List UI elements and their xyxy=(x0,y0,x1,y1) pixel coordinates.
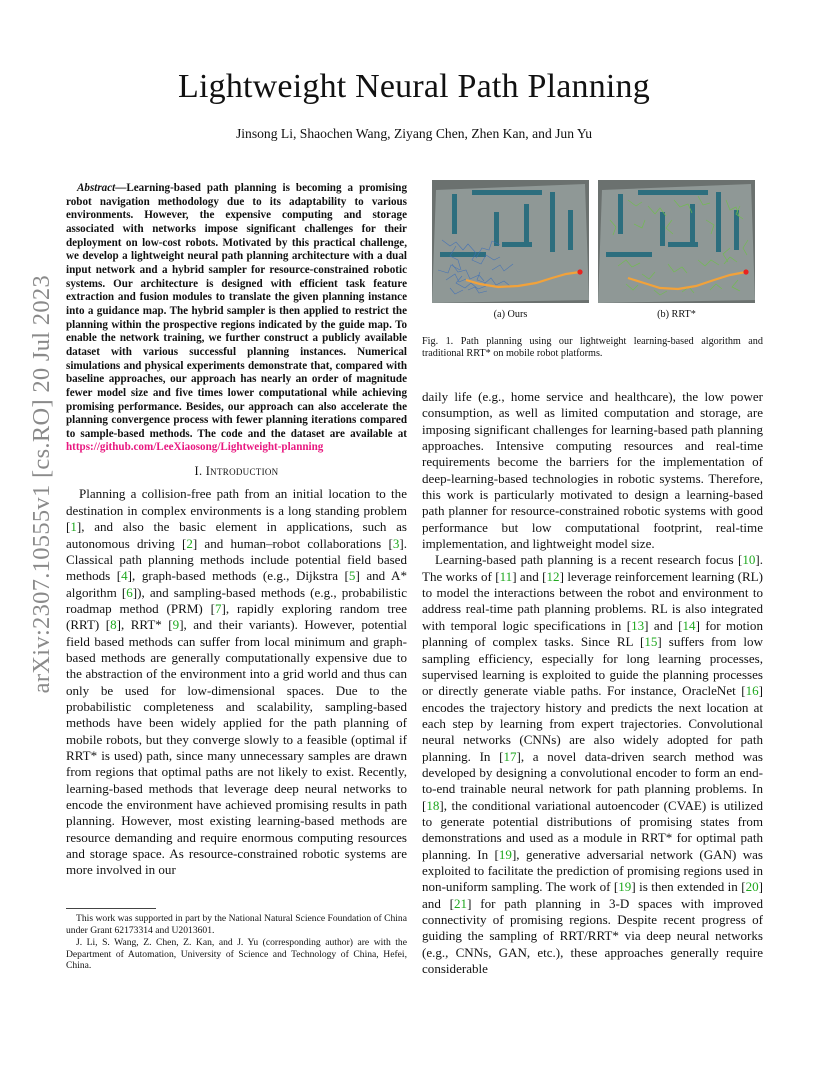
subfigure-caption-rrt: (b) RRT* xyxy=(657,309,696,320)
figure-caption: Fig. 1. Path planning using our lightweight learning-based algorithm and traditional RRT* on mobile robot platforms. xyxy=(422,336,763,360)
citation-link[interactable]: 19 xyxy=(498,846,512,862)
maze-wall xyxy=(660,212,665,246)
paper-title: Lightweight Neural Path Planning xyxy=(178,68,650,105)
citation-link[interactable]: 20 xyxy=(745,879,759,895)
arxiv-identifier: arXiv:2307.10555v1 [cs.RO] 20 Jul 2023 xyxy=(28,274,55,694)
footnotes xyxy=(66,908,407,973)
citation-link[interactable]: 13 xyxy=(631,617,645,633)
right-column xyxy=(422,389,763,977)
citation-link[interactable]: 17 xyxy=(503,748,517,764)
subfigure-ours xyxy=(432,180,589,320)
text-run: ], and their variants). However, potential field based methods can suffer from local minimum and graph-based methods are generally computationally expensive due to the abstraction of the environment into a grid world and thus can only be used for low-dimensional spaces. Due to the probabilistic completeness and scalability, sampling-based methods have been widely applied for the path planning of mobile robots, but they converge slowly to a feasible (optimal if RRT* is used) path, since many unnecessary samples are drawn from regions that optimal paths are not likely to exist. Recently, learning-based methods that leverage deep neural networks to encode the environment have achieved promising results in path planning. However, most existing learning-based methods are resource demanding and require enormous computing resources and storage space. As resource-constrained robotic systems are more involved in our xyxy=(66,617,408,878)
intro-paragraph-3 xyxy=(422,552,763,977)
citation-link[interactable]: 12 xyxy=(546,568,560,584)
text-run: ] is then extended in [ xyxy=(631,879,746,895)
citation-link[interactable]: 19 xyxy=(618,879,632,895)
figure-1 xyxy=(422,180,763,360)
abstract xyxy=(66,182,407,455)
maze-wall xyxy=(472,190,542,195)
code-link[interactable]: https://github.com/LeeXiaosong/Lightweight-planning xyxy=(66,441,324,454)
text-run: Planning a collision-free path from an initial location to the destination in complex environments is a long standing problem [ xyxy=(66,486,407,535)
citation-link[interactable]: 18 xyxy=(426,797,440,813)
citation-link[interactable]: 3 xyxy=(392,535,400,551)
text-run: ], and also the basic element in applications, such as autonomous driving [ xyxy=(66,519,407,551)
maze-wall xyxy=(502,242,532,247)
left-column xyxy=(66,182,407,879)
text-run: ]. Classical path planning methods include potential field based methods [ xyxy=(66,535,407,584)
scene-ours-image xyxy=(432,180,589,303)
maze-wall xyxy=(716,192,721,252)
subfigure-caption-ours: (a) Ours xyxy=(493,309,528,320)
text-run: daily life (e.g., home service and healthcare), the low power consumption, as well as limited computation and storage, are imposing significant challenges for learning-based path planning approaches. Intensive computing resources and real-time requirements become the barriers for the implementation of deep-learning-based technologies in robotic systems. Therefore, this work is particularly motivated to design a learning-based path planner for resource-constrained robotic systems with good performance but low computational footprint, real-time implementation, and lightweight model size. xyxy=(422,389,763,552)
citation-link[interactable]: 4 xyxy=(121,568,128,584)
citation-link[interactable]: 5 xyxy=(348,568,356,584)
section-heading-introduction xyxy=(66,463,407,479)
text-run: ] suffers from low sampling efficiency, especially for long learning processes, supervised learning is exploited to guide the planning processes or directly generate viable paths. For instance, OracleNet [ xyxy=(422,634,763,699)
maze-wall xyxy=(550,192,555,252)
maze-wall xyxy=(494,212,499,246)
section-title: Introduction xyxy=(205,464,279,479)
footnote-affiliation: J. Li, S. Wang, Z. Chen, Z. Kan, and J. Yu (corresponding author) are with the Department of Automation, University of Science and Technology of China, Hefei, China. xyxy=(66,937,407,971)
citation-link[interactable]: 7 xyxy=(215,600,222,616)
text-run: ], RRT* [ xyxy=(116,617,173,633)
footnote-divider xyxy=(66,908,156,909)
citation-link[interactable]: 10 xyxy=(742,552,756,568)
text-run: ] and [ xyxy=(512,568,547,584)
citation-link[interactable]: 14 xyxy=(682,617,696,633)
arxiv-sidebar-stamp xyxy=(22,274,62,694)
text-run: ]), and sampling-based methods (e.g., probabilistic roadmap method (PRM) [ xyxy=(66,584,407,616)
citation-link[interactable]: 8 xyxy=(110,617,117,633)
text-run: ] for motion planning of complex tasks. Since RL [ xyxy=(422,617,763,650)
citation-link[interactable]: 16 xyxy=(745,683,759,699)
text-run: ] and [ xyxy=(644,617,683,633)
text-run: ], generative adversarial network (GAN) was exploited to facilitate the prediction of promising regions used in non-uniform sampling. The work of [ xyxy=(422,846,764,895)
text-run: ] leverage reinforcement learning (RL) to model the interactions between the robot and environment to address real-time path planning problems. RL is also integrated with temporal logic specifications in [ xyxy=(422,568,763,633)
maze-wall xyxy=(568,210,573,250)
maze-wall xyxy=(668,242,698,247)
citation-link[interactable]: 9 xyxy=(172,617,180,633)
section-numeral: I. xyxy=(194,464,206,479)
maze-wall xyxy=(638,190,708,195)
scene-rrt-image xyxy=(598,180,755,303)
maze-wall xyxy=(606,252,652,257)
citation-link[interactable]: 2 xyxy=(186,535,193,551)
maze-wall xyxy=(524,204,529,246)
maze-wall xyxy=(618,194,623,234)
maze-wall xyxy=(452,194,457,234)
citation-link[interactable]: 15 xyxy=(644,634,658,650)
author-list: Jinsong Li, Shaochen Wang, Ziyang Chen, Zhen Kan, and Jun Yu xyxy=(235,126,593,141)
intro-paragraph-1 xyxy=(66,486,407,878)
subfigure-rrt xyxy=(598,180,755,320)
text-run: ], a novel data-driven search method was developed by designing a convolutional encoder to form an end-to-end trainable neural network for path planning problems. In [ xyxy=(422,748,763,813)
text-run: ] for path planning in 3-D spaces with improved connectivity of promising regions. Despite recent progress of guiding the sampling of RRT/RRT* via deep neural networks (e.g., CNNs, GAN, etc.), these approaches generally require considerable xyxy=(422,895,763,977)
text-run: ], graph-based methods (e.g., Dijkstra [ xyxy=(127,568,349,584)
goal-marker xyxy=(577,269,582,274)
abstract-label: Abstract xyxy=(77,182,116,194)
citation-link[interactable]: 11 xyxy=(499,568,513,584)
text-run: ]. The works of [ xyxy=(422,552,763,584)
citation-link[interactable]: 21 xyxy=(454,895,468,911)
citation-link[interactable]: 6 xyxy=(126,584,133,600)
footnote-funding: This work was supported in part by the National Natural Science Foundation of China under Grant 62173314 and U2013601. xyxy=(66,913,407,936)
text-run: ] and A* algorithm [ xyxy=(66,568,407,600)
citation-link[interactable]: 1 xyxy=(70,519,77,535)
text-run: ], the conditional variational autoencoder (CVAE) is utilized to generate potential distributions of promising states from demonstrations and used as a module in RRT* for optimal path planning. In [ xyxy=(422,797,763,862)
text-run: ], rapidly exploring random tree (RRT) [ xyxy=(66,600,407,633)
text-run: ] and human–robot collaborations [ xyxy=(192,535,393,551)
text-run: Learning-based path planning is a recent research focus [ xyxy=(435,552,743,568)
text-run: ] and [ xyxy=(422,879,763,911)
abstract-text: —Learning-based path planning is becoming a promising robot navigation methodology due to its adaptability to various environments. However, the expensive computing and storage associated with networks impose significant challenges for their deployment on low-cost robots. Motivated by this practical challenge, we develop a lightweight neural path planning architecture with a dual input network and a hybrid sampler for resource-constrained robotic systems. Our architecture is designed with efficient task feature extraction and fusion modules to translate the given planning instance into a guidance map. The hybrid sampler is then applied to restrict the planning within the prospective regions indicated by the guide map. To enable the network training, we further construct a publicly available dataset with various successful planning instances. Numerical simulations and physical experiments demonstrate that, compared with baseline approaches, our approach has nearly an order of magnitude fewer model size and five times lower computational while achieving promising performance. Besides, our approach can also accelerate the planning convergence process with fewer planning iterations compared to sample-based methods. The code and the dataset are available at xyxy=(66,182,407,440)
text-run: ] encodes the trajectory history and predicts the next location at each step by learning from expert trajectories. Convolutional neural networks (CNNs) are also widely adopted for path planning. In [ xyxy=(422,683,763,764)
intro-paragraph-2 xyxy=(422,389,763,552)
goal-marker xyxy=(743,269,748,274)
